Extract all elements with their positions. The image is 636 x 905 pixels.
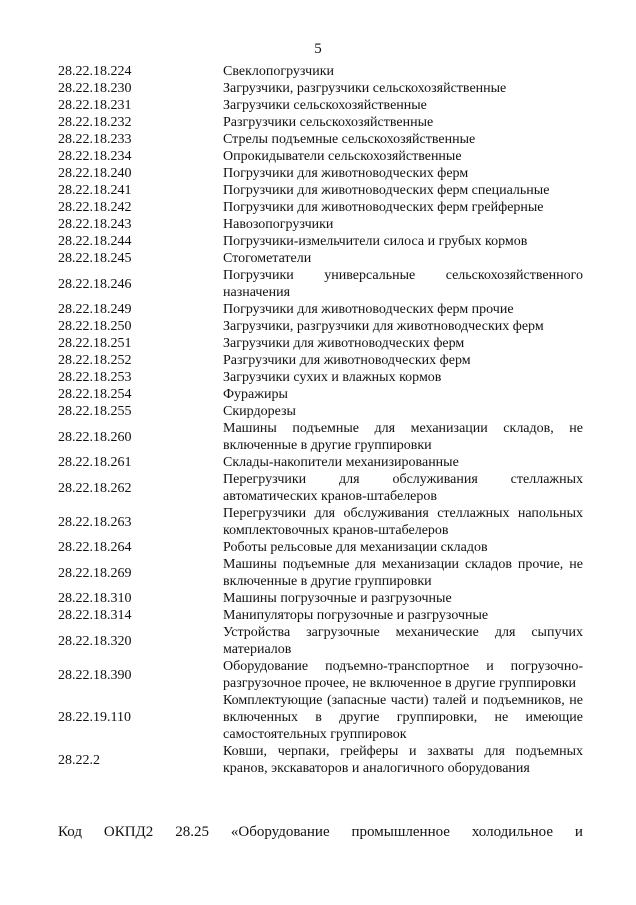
row-description: Машины подъемные для механизации складов, не включенные в другие группировки [223,421,583,453]
row-code: 28.22.18.242 [58,200,132,215]
footer-paragraph-start [58,824,583,841]
row-code: 28.22.18.263 [58,514,132,530]
row-description: Фуражиры [223,387,288,402]
row-code: 28.22.18.243 [58,217,132,232]
row-code: 28.22.18.314 [58,608,132,623]
row-code: 28.22.18.249 [58,302,132,317]
row-description: Перегрузчики для обслуживания стеллажных автоматических кранов-штабелеров [223,472,583,504]
row-code: 28.22.18.245 [58,251,132,266]
table-row [58,148,583,165]
table-row [58,403,583,420]
row-description: Погрузчики для животноводческих ферм специальные [223,183,550,198]
row-code: 28.22.2 [58,752,100,768]
table-row [58,267,583,301]
table-row [58,301,583,318]
row-description: Манипуляторы погрузочные и разгрузочные [223,608,489,623]
table-row [58,386,583,403]
table-row [58,607,583,624]
row-code: 28.22.18.241 [58,183,132,198]
row-code: 28.22.18.240 [58,166,132,181]
row-code: 28.22.18.231 [58,98,132,113]
table-row [58,471,583,505]
row-code: 28.22.18.390 [58,667,132,683]
table-row [58,233,583,250]
row-code: 28.22.18.264 [58,540,132,555]
row-description: Перегрузчики для обслуживания стеллажных напольных комплектовочных кранов-штабелеров [223,506,583,538]
table-row [58,318,583,335]
row-description: Загрузчики, разгрузчики сельскохозяйственные [223,81,507,96]
row-code: 28.22.18.260 [58,429,132,445]
table-row [58,250,583,267]
row-code: 28.22.18.310 [58,591,132,606]
row-description: Погрузчики для животноводческих ферм [223,166,469,181]
row-code: 28.22.18.252 [58,353,132,368]
table-row [58,63,583,80]
row-description: Разгрузчики для животноводческих ферм [223,353,471,368]
table-row [58,658,583,692]
row-description: Загрузчики сухих и влажных кормов [223,370,442,385]
row-description: Загрузчики, разгрузчики для животноводческих ферм [223,319,544,334]
table-row [58,692,583,743]
table-row [58,199,583,216]
row-code: 28.22.18.250 [58,319,132,334]
table-row [58,97,583,114]
row-code: 28.22.18.269 [58,565,132,581]
row-description: Погрузчики универсальные сельскохозяйственного назначения [223,268,583,300]
row-description: Навозопогрузчики [223,217,334,232]
table-row [58,165,583,182]
row-description: Погрузчики-измельчители силоса и грубых кормов [223,234,528,249]
table-row [58,420,583,454]
table-row [58,182,583,199]
footer-word: Код [58,824,82,840]
row-code: 28.22.18.254 [58,387,132,402]
row-description: Оборудование подъемно-транспортное и погрузочно-разгрузочное прочее, не включенное в другие группировки [223,659,583,691]
table-row [58,743,583,777]
row-description: Скирдорезы [223,404,296,419]
row-code: 28.22.18.251 [58,336,132,351]
table-row [58,80,583,97]
row-code: 28.22.18.233 [58,132,132,147]
table-row [58,131,583,148]
footer-word: промышленное [351,824,450,840]
row-code: 28.22.18.262 [58,480,132,496]
row-description: Ковши, черпаки, грейферы и захваты для подъемных кранов, экскаваторов и аналогичного оборудования [223,744,583,776]
footer-word: холодильное [471,824,553,840]
row-description: Устройства загрузочные механические для сыпучих материалов [223,625,583,657]
table-row [58,590,583,607]
table-row [58,369,583,386]
table-row [58,352,583,369]
table-row [58,335,583,352]
footer-word: и [574,824,583,840]
table-row [58,114,583,131]
row-code: 28.22.18.261 [58,455,132,470]
row-description: Погрузчики для животноводческих ферм прочие [223,302,514,317]
table-row [58,454,583,471]
row-description: Свеклопогрузчики [223,64,334,79]
row-description: Загрузчики сельскохозяйственные [223,98,427,113]
row-code: 28.22.18.320 [58,633,132,649]
row-description: Стогометатели [223,251,312,266]
footer-word: 28.25 [175,824,209,840]
table-row [58,216,583,233]
row-code: 28.22.18.255 [58,404,132,419]
row-description: Погрузчики для животноводческих ферм грейферные [223,200,544,215]
row-description: Разгрузчики сельскохозяйственные [223,115,434,130]
footer-word: «Оборудование [230,824,330,840]
table-row [58,505,583,539]
row-description: Опрокидыватели сельскохозяйственные [223,149,462,164]
row-code: 28.22.18.253 [58,370,132,385]
table-row [58,624,583,658]
row-description: Загрузчики для животноводческих ферм [223,336,465,351]
row-description: Склады-накопители механизированные [223,455,459,470]
row-code: 28.22.18.244 [58,234,132,249]
page-number: 5 [314,41,322,57]
row-code: 28.22.18.232 [58,115,132,130]
table-row [58,556,583,590]
okpd2-code-table [58,63,583,777]
row-code: 28.22.18.230 [58,81,132,96]
row-code: 28.22.18.234 [58,149,132,164]
row-code: 28.22.19.110 [58,710,131,725]
row-description: Роботы рельсовые для механизации складов [223,540,488,555]
row-description: Машины подъемные для механизации складов прочие, не включенные в другие группировки [223,557,583,589]
row-description: Стрелы подъемные сельскохозяйственные [223,132,476,147]
footer-word: ОКПД2 [103,824,154,840]
row-description: Комплектующие (запасные части) талей и подъемников, не включенных в другие группировки, не имеющие самостоятельных группировок [223,693,583,742]
row-code: 28.22.18.224 [58,64,132,79]
row-description: Машины погрузочные и разгрузочные [223,591,452,606]
table-row [58,539,583,556]
row-code: 28.22.18.246 [58,276,132,292]
